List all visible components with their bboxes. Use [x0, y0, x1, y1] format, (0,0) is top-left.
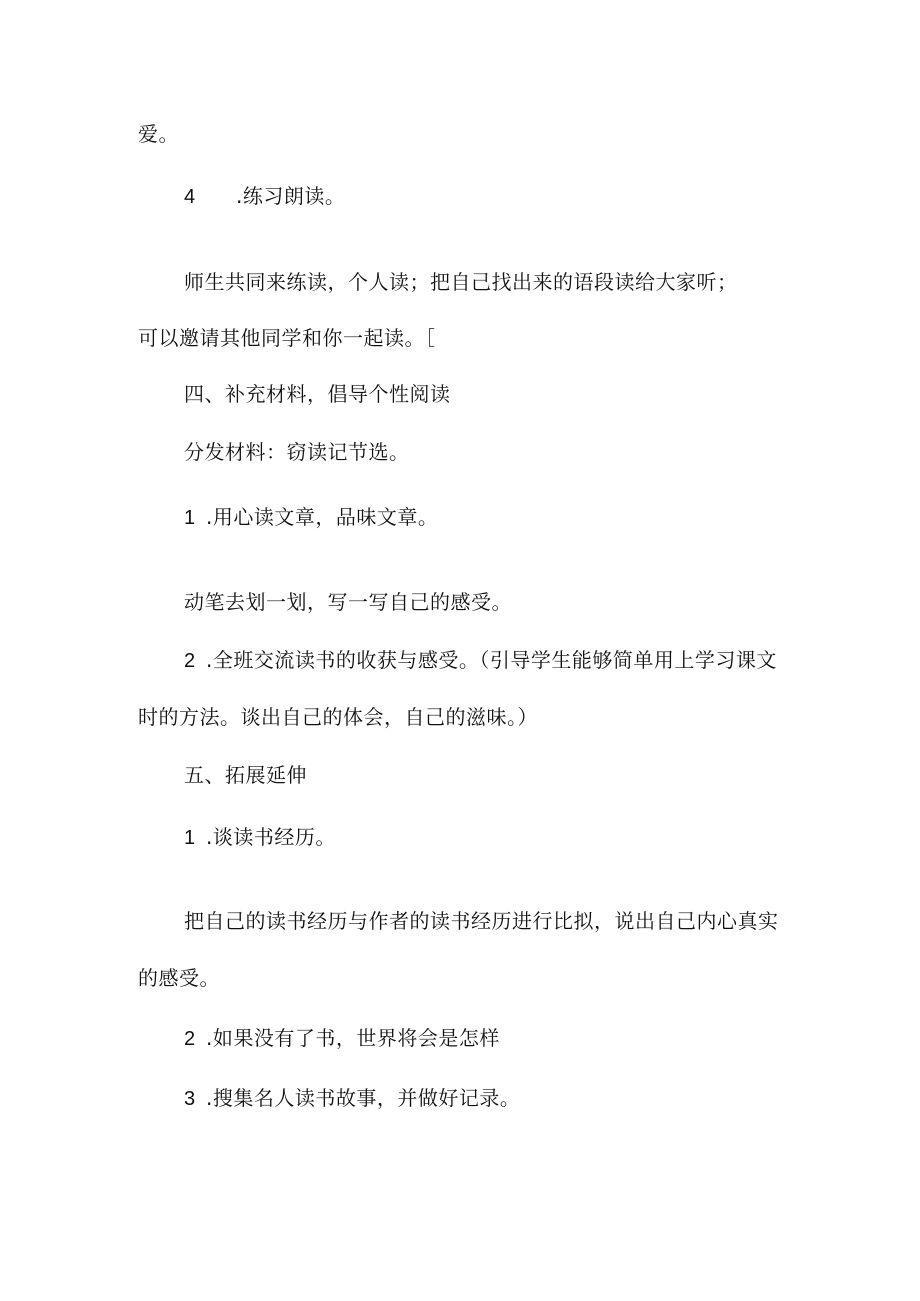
heading-text: 四、补充材料，倡导个性阅读: [184, 382, 451, 406]
numbered-item: [184, 184, 345, 209]
numbered-item: [184, 1026, 500, 1051]
section-heading: [184, 763, 307, 787]
paragraph-line: [138, 705, 538, 729]
item-text: .谈读书经历。: [206, 825, 336, 849]
item-text: .练习朗读。: [236, 184, 346, 208]
line-text: 分发材料：窃读记节选。: [184, 440, 410, 464]
section-heading: [184, 382, 451, 406]
item-text: .全班交流读书的收获与感受。（引导学生能够简单用上学习课文: [206, 648, 777, 672]
item-text: .用心读文章，品味文章。: [206, 505, 439, 529]
numbered-item: [184, 825, 336, 850]
heading-text: 五、拓展延伸: [184, 763, 307, 787]
paragraph-line: [184, 909, 779, 933]
item-number: 1: [184, 507, 196, 529]
line-text: 时的方法。谈出自己的体会，自己的滋味。）: [138, 705, 538, 729]
item-number: 3: [184, 1088, 196, 1110]
numbered-item: [184, 1086, 520, 1111]
numbered-item: [184, 648, 777, 673]
item-number: 2: [184, 1028, 196, 1050]
paragraph-line: [184, 440, 410, 464]
item-number: 4: [184, 186, 196, 208]
item-number: 1: [184, 827, 196, 849]
item-text: .搜集名人读书故事，并做好记录。: [206, 1086, 521, 1110]
item-number: 2: [184, 650, 196, 672]
line-text: 可以邀请其他同学和你一起读。［: [138, 326, 436, 350]
text-line: [138, 122, 179, 146]
numbered-item: [184, 505, 438, 530]
paragraph-line: [138, 326, 436, 350]
line-text: 爱。: [138, 122, 179, 146]
paragraph-line: [184, 590, 512, 614]
item-text: .如果没有了书，世界将会是怎样: [206, 1026, 500, 1050]
paragraph-line: [138, 966, 220, 990]
line-text: 把自己的读书经历与作者的读书经历进行比拟，说出自己内心真实: [184, 909, 779, 933]
paragraph-line: [184, 270, 738, 294]
line-text: 动笔去划一划，写一写自己的感受。: [184, 590, 512, 614]
line-text: 的感受。: [138, 966, 220, 990]
line-text: 师生共同来练读，个人读；把自己找出来的语段读给大家听；: [184, 270, 738, 294]
